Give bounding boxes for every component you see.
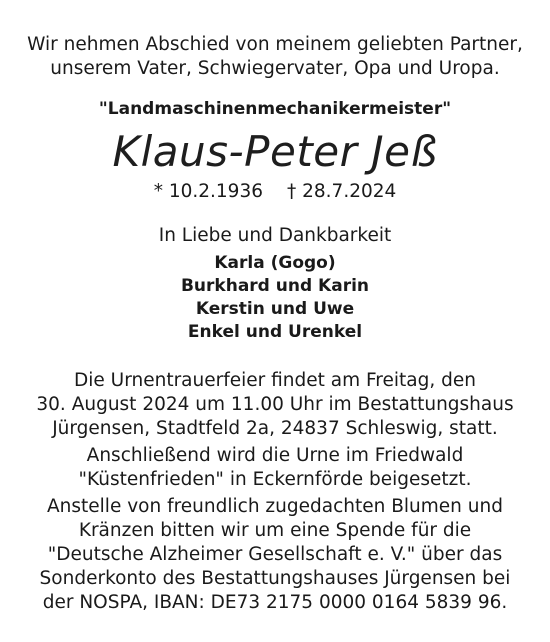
mourning-phrase: In Liebe und Dankbarkeit: [158, 225, 392, 246]
funeral-line-1: Die Urnentrauerfeier findet am Freitag, den: [74, 370, 476, 391]
deceased-name: Klaus-Peter Jeß: [112, 127, 438, 176]
donation-line-3: "Deutsche Alzheimer Gesellschaft e. V." über das: [47, 544, 503, 565]
funeral-line-2: 30. August 2024 um 11.00 Uhr im Bestattungshaus: [36, 394, 514, 415]
intro-line-2: unserem Vater, Schwiegervater, Opa und Uropa.: [50, 58, 500, 79]
donation-line-4: Sonderkonto des Bestattungshauses Jürgensen bei: [39, 568, 511, 589]
family-member-1: Karla (Gogo): [214, 253, 336, 273]
family-member-3: Kerstin und Uwe: [195, 299, 355, 319]
family-member-4: Enkel und Urenkel: [187, 322, 363, 342]
burial-line-1: Anschließend wird die Urne im Friedwald: [86, 445, 464, 466]
funeral-line-3: Jürgensen, Stadtfeld 2a, 24837 Schleswig, statt.: [52, 418, 498, 439]
family-member-2: Burkhard und Karin: [180, 276, 370, 296]
death-date: † 28.7.2024: [287, 181, 397, 202]
donation-line-2: Kränzen bitten wir um eine Spende für die: [78, 520, 472, 541]
occupation-title: "Landmaschinenmechanikermeister": [98, 99, 452, 119]
birth-date: * 10.2.1936: [153, 181, 263, 202]
burial-line-2: "Küstenfrieden" in Eckernförde beigesetzt.: [78, 469, 472, 490]
donation-line-1: Anstelle von freundlich zugedachten Blumen und: [47, 496, 503, 517]
intro-line-1: Wir nehmen Abschied von meinem geliebten Partner,: [27, 34, 523, 55]
donation-line-5: der NOSPA, IBAN: DE73 2175 0000 0164 5839 96.: [42, 592, 508, 613]
life-dates: [0, 181, 550, 202]
